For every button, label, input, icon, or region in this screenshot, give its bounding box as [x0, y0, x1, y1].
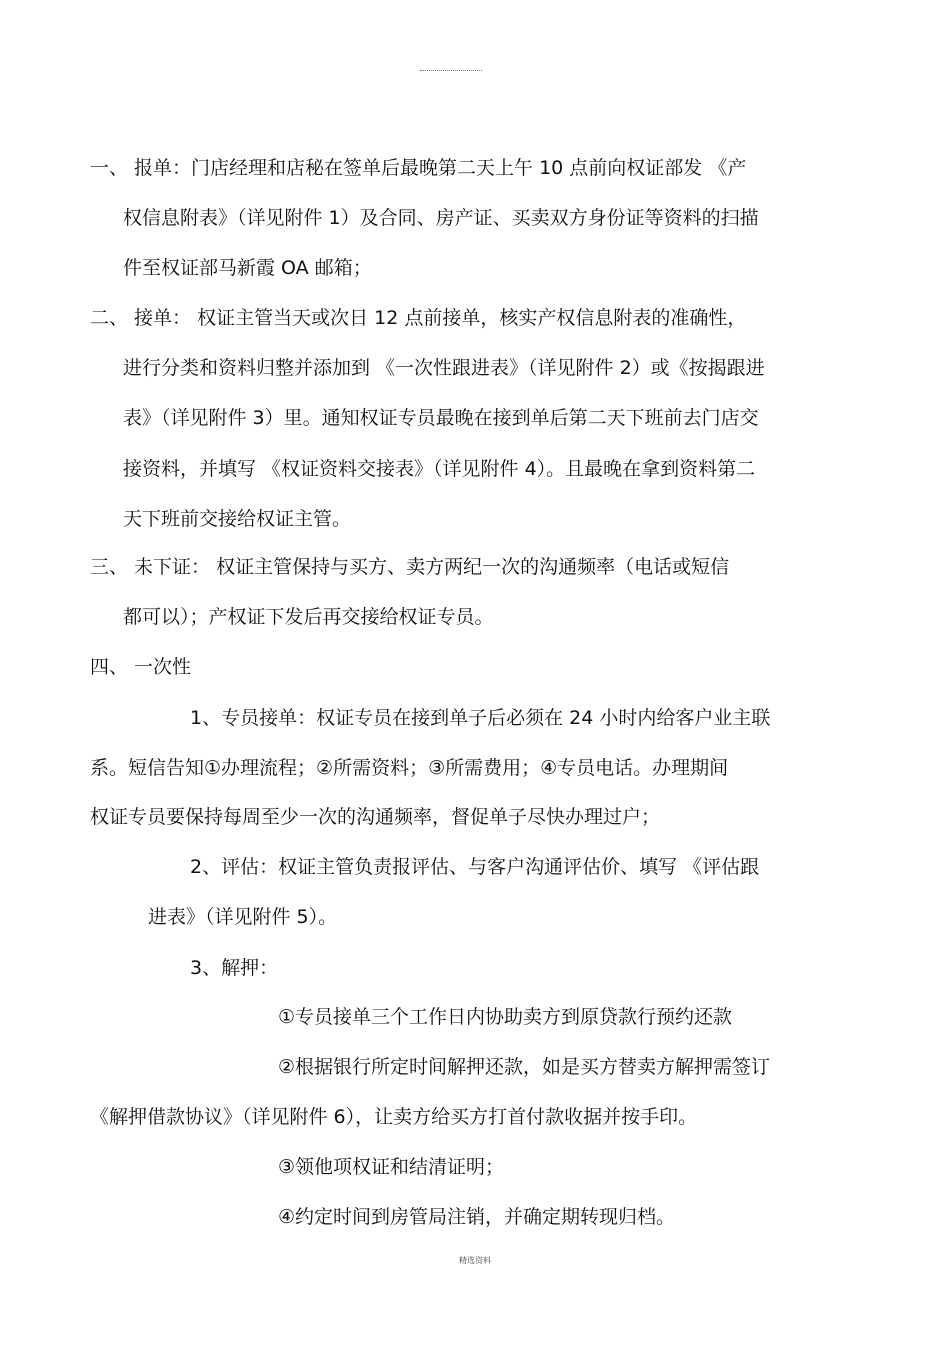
section-2-line-2: 进行分类和资料归整并添加到 《一次性跟进表》（详见附件 2）或《按揭跟进 [123, 357, 765, 379]
item-3-step-b-line-2: 《解押借款协议》（详见附件 6），让卖方给买方打首付款收据并按手印。 [90, 1106, 698, 1128]
item-3-step-c: ③领他项权证和结清证明； [278, 1156, 505, 1178]
item-2-line-1: 2、评估：权证主管负责报评估、与客户沟通评估价、填写 《评估跟 [190, 856, 760, 878]
section-2-line-1: 二、 接单： 权证主管当天或次日 12 点前接单，核实产权信息附表的准确性， [90, 307, 747, 329]
section-3-line-2: 都可以）；产权证下发后再交接给权证专员。 [123, 606, 494, 628]
item-3-step-b-line-1: ②根据银行所定时间解押还款，如是买方替卖方解押需签订 [278, 1056, 771, 1078]
item-1-line-2: 系。短信告知①办理流程；②所需资料；③所需费用；④专员电话。办理期间 [90, 757, 729, 779]
header-rule [420, 70, 482, 71]
item-3-step-a: ①专员接单三个工作日内协助卖方到原贷款行预约还款 [278, 1006, 733, 1028]
section-2-line-5: 天下班前交接给权证主管。 [123, 508, 352, 530]
item-2-line-2: 进表》（详见附件 5）。 [148, 906, 338, 928]
section-1-line-3: 件至权证部马新霞 OA 邮箱； [123, 257, 372, 279]
item-1-line-3: 权证专员要保持每周至少一次的沟通频率，督促单子尽快办理过户； [90, 806, 661, 828]
section-2-line-4: 接资料，并填写 《权证资料交接表》（详见附件 4）。且最晚在拿到资料第二 [123, 458, 756, 480]
item-1-line-1: 1、专员接单：权证专员在接到单子后必须在 24 小时内给客户业主联 [190, 707, 771, 729]
section-1-line-2: 权信息附表》（详见附件 1）及合同、房产证、买卖双方身份证等资料的扫描 [123, 207, 759, 229]
section-3-line-1: 三、 未下证： 权证主管保持与买方、卖方两纪一次的沟通频率（电话或短信 [90, 556, 730, 578]
item-3-step-d: ④约定时间到房管局注销，并确定期转现归档。 [278, 1206, 676, 1228]
section-2-line-3: 表》（详见附件 3）里。通知权证专员最晚在接到单后第二天下班前去门店交 [123, 407, 759, 429]
section-1-line-1: 一、 报单：门店经理和店秘在签单后最晚第二天上午 10 点前向权证部发 《产 [90, 157, 747, 179]
footer-label: 精选资料 [459, 1256, 491, 1265]
section-4-title: 四、 一次性 [90, 656, 192, 678]
item-3-title: 3、解押： [190, 957, 279, 979]
